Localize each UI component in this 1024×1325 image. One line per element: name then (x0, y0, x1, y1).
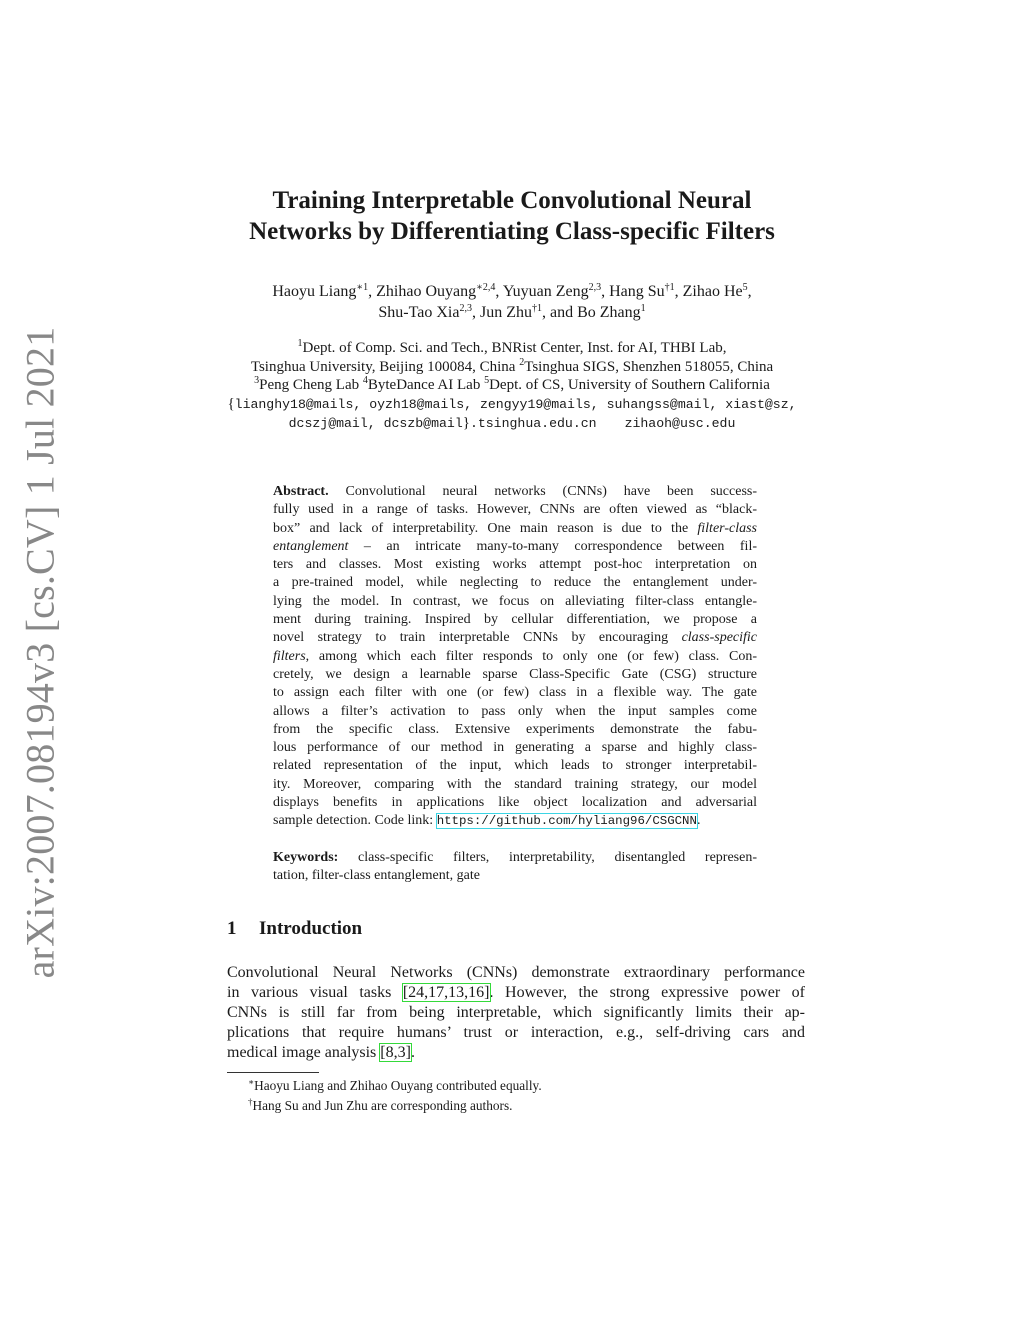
abstract-line (273, 648, 757, 666)
affil-marker: 5 (484, 375, 490, 386)
separator: , and (541, 304, 578, 321)
separator: , (674, 283, 683, 300)
affiliation-text: Dept. of Comp. Sci. and Tech., BNRist Center, Inst. for AI, THBI Lab, (302, 340, 727, 356)
author-affil-marker: 2,3 (588, 282, 602, 293)
abstract-text: , among which each filter responds to only one (or few) class. Con- (305, 648, 757, 664)
paragraph-line (227, 1043, 805, 1063)
author-affil-marker: 5 (742, 282, 748, 293)
abstract-line (273, 520, 757, 538)
affiliation-text: Tsinghua University, Beijing 100084, China (250, 358, 520, 375)
author-affil-marker: †1 (664, 282, 675, 293)
affiliation-text: Tsinghua SIGS, Shenzhen 518055, China (524, 358, 774, 375)
abstract-line: allows a filter’s activation to pass only when the input samples come (273, 703, 757, 719)
punctuation: . (410, 1044, 415, 1062)
affiliation-line (0, 358, 1024, 377)
affil-marker: 2 (519, 356, 525, 368)
author-name: Yuyuan Zeng (502, 283, 589, 300)
abstract-emphasis: class-specific (681, 630, 757, 646)
abstract-line: cretely, we design a learnable sparse Class-Specific Gate (CSG) structure (273, 666, 757, 682)
abstract-line: from the specific class. Extensive experiments demonstrate the fabu- (273, 721, 757, 737)
affiliation-line (0, 339, 1024, 358)
author-name: Shu-Tao Xia (378, 304, 460, 321)
paragraph-line (227, 983, 805, 1003)
abstract-line: lous performance of our method in generating a sparse and highly class- (273, 740, 757, 756)
author-line-2 (0, 302, 1024, 323)
author-affil-marker: ∗2,4 (476, 282, 496, 293)
email-list: dcszj@mail, dcszb@mail (288, 416, 463, 431)
email-line (0, 395, 1024, 415)
separator: , (471, 304, 480, 321)
footnotes (248, 1076, 542, 1115)
section-number: 1 (227, 918, 237, 939)
footnote (248, 1076, 542, 1096)
abstract-line: related representation of the input, which leads to stronger interpretabil- (273, 758, 757, 774)
author-affil-marker: †1 (531, 303, 542, 314)
abstract (273, 483, 757, 831)
section-heading (227, 918, 362, 940)
author-affil-marker: 2,3 (459, 303, 472, 314)
abstract-text: Convolutional neural networks (CNNs) have been success- (345, 484, 758, 499)
separator: , (601, 283, 610, 300)
email-domain: .tsinghua.edu.cn (469, 416, 597, 431)
email-address[interactable]: zihaoh@usc.edu (624, 416, 736, 431)
keywords-line: tation, filter-class entanglement, gate (273, 868, 480, 884)
author-name: Zhihao Ouyang (376, 283, 477, 300)
brace: } (462, 415, 470, 431)
affil-marker: 1 (297, 338, 303, 349)
affiliation-text: Dept. of CS, University of Southern California (489, 377, 770, 393)
footnote-marker: † (248, 1096, 253, 1107)
author-affil-marker: ∗1 (356, 282, 369, 293)
affiliations (0, 339, 1024, 434)
abstract-emphasis: filter-class (697, 520, 757, 536)
paragraph-line: CNNs is still far from being interpretable, which significantly limits their ap- (227, 1004, 805, 1022)
code-link[interactable]: https://github.com/hyliang96/CSGCNN (436, 814, 697, 829)
keywords (273, 849, 757, 886)
affiliation-text: ByteDance AI Lab (367, 377, 485, 393)
email-line (0, 414, 1024, 434)
author-name: Zihao He (682, 283, 743, 300)
introduction-paragraph (227, 963, 805, 1063)
paragraph-line: plications that require humans’ trust or interaction, e.g., self-driving cars and (227, 1024, 805, 1042)
footnote-text: Hang Su and Jun Zhu are corresponding authors. (252, 1097, 513, 1113)
author-name: Bo Zhang (577, 304, 641, 321)
author-name: Haoyu Liang (272, 283, 357, 300)
separator: , (368, 283, 377, 300)
abstract-emphasis: entanglement (273, 538, 349, 554)
paragraph-line: Convolutional Neural Networks (CNNs) demonstrate extraordinary performance (227, 964, 805, 981)
keywords-heading: Keywords: (273, 850, 339, 865)
abstract-text: novel strategy to train interpretable CNNs by encouraging (273, 630, 682, 646)
keywords-line (273, 849, 757, 867)
abstract-line: displays benefits in applications like object localization and adversarial (273, 795, 757, 811)
separator: , (495, 283, 503, 300)
paragraph-text: medical image analysis (227, 1044, 381, 1062)
title-line-1: Training Interpretable Convolutional Neural (272, 187, 752, 214)
abstract-line: lying the model. In contrast, we focus on alleviating filter-class entangle- (273, 593, 757, 609)
affil-marker: 4 (362, 375, 368, 386)
brace: { (227, 395, 235, 412)
abstract-line: to assign each filter with one (or few) class in a flexible way. The gate (273, 685, 757, 701)
abstract-line (273, 629, 757, 647)
citation-link[interactable]: [8,3] (380, 1044, 411, 1062)
footnote (248, 1096, 542, 1116)
author-name: Jun Zhu (479, 304, 532, 321)
punctuation: . (696, 813, 701, 829)
section-title: Introduction (259, 918, 363, 939)
abstract-line (273, 483, 757, 501)
author-line-1: Haoyu Liang$^{∗1}$, Zhihao Ouyang$^{∗2,4}$, Yuyuan Zeng$^{2,3}$, Hang Su$^{\dagger 1}$, Zihao He$^5$, (272, 282, 752, 300)
author-list (0, 281, 1024, 323)
arxiv-id: arXiv:2007.08194v3 [cs.CV] 1 Jul 2021 (17, 326, 63, 979)
abstract-text: – an intricate many-to-many correspondence between fil- (348, 538, 757, 554)
citation-link[interactable]: [24,17,13,16] (402, 984, 490, 1002)
paragraph-text: . However, the strong expressive power of (489, 984, 806, 1002)
affiliation-line (0, 376, 1024, 395)
footnote-text: Haoyu Liang and Zhihao Ouyang contributed equally. (254, 1078, 542, 1093)
paragraph-text: in various visual tasks (227, 984, 403, 1002)
keywords-text: class-specific filters, interpretability, disentangled represen- (358, 850, 758, 865)
author-affil-marker: 1 (640, 303, 646, 314)
abstract-line (273, 812, 757, 830)
abstract-line (273, 538, 757, 556)
email-list: lianghy18@mails, oyzh18@mails, zengyy19@mails, suhangss@mail, xiast@sz, (234, 396, 797, 412)
footnote-marker: ∗ (248, 1077, 255, 1087)
abstract-emphasis: filters (273, 648, 306, 664)
abstract-heading: Abstract. (273, 484, 329, 499)
arxiv-sidebar-stamp (10, 326, 70, 979)
footnote-rule (227, 1072, 319, 1073)
abstract-text: sample detection. Code link: (273, 813, 437, 829)
abstract-text: box” and lack of interpretability. One main reason is due to the (273, 520, 698, 536)
abstract-line: ters and classes. Most existing works attempt post-hoc interpretation on (273, 557, 757, 573)
abstract-line: ity. Moreover, comparing with the standard training strategy, our model (273, 776, 757, 792)
affil-marker: 3 (254, 375, 260, 386)
title-line-2: Networks by Differentiating Class-specific Filters (249, 218, 775, 245)
abstract-line: ment during training. Inspired by cellular differentiation, we propose a (273, 612, 757, 628)
affiliation-text: Peng Cheng Lab (259, 377, 363, 393)
abstract-line: a pre-trained model, while neglecting to reduce the entanglement under- (273, 575, 757, 591)
abstract-line: fully used in a range of tasks. However, CNNs are often viewed as “black- (273, 502, 757, 518)
author-name: Hang Su (609, 283, 665, 300)
paper-title (0, 185, 1024, 247)
